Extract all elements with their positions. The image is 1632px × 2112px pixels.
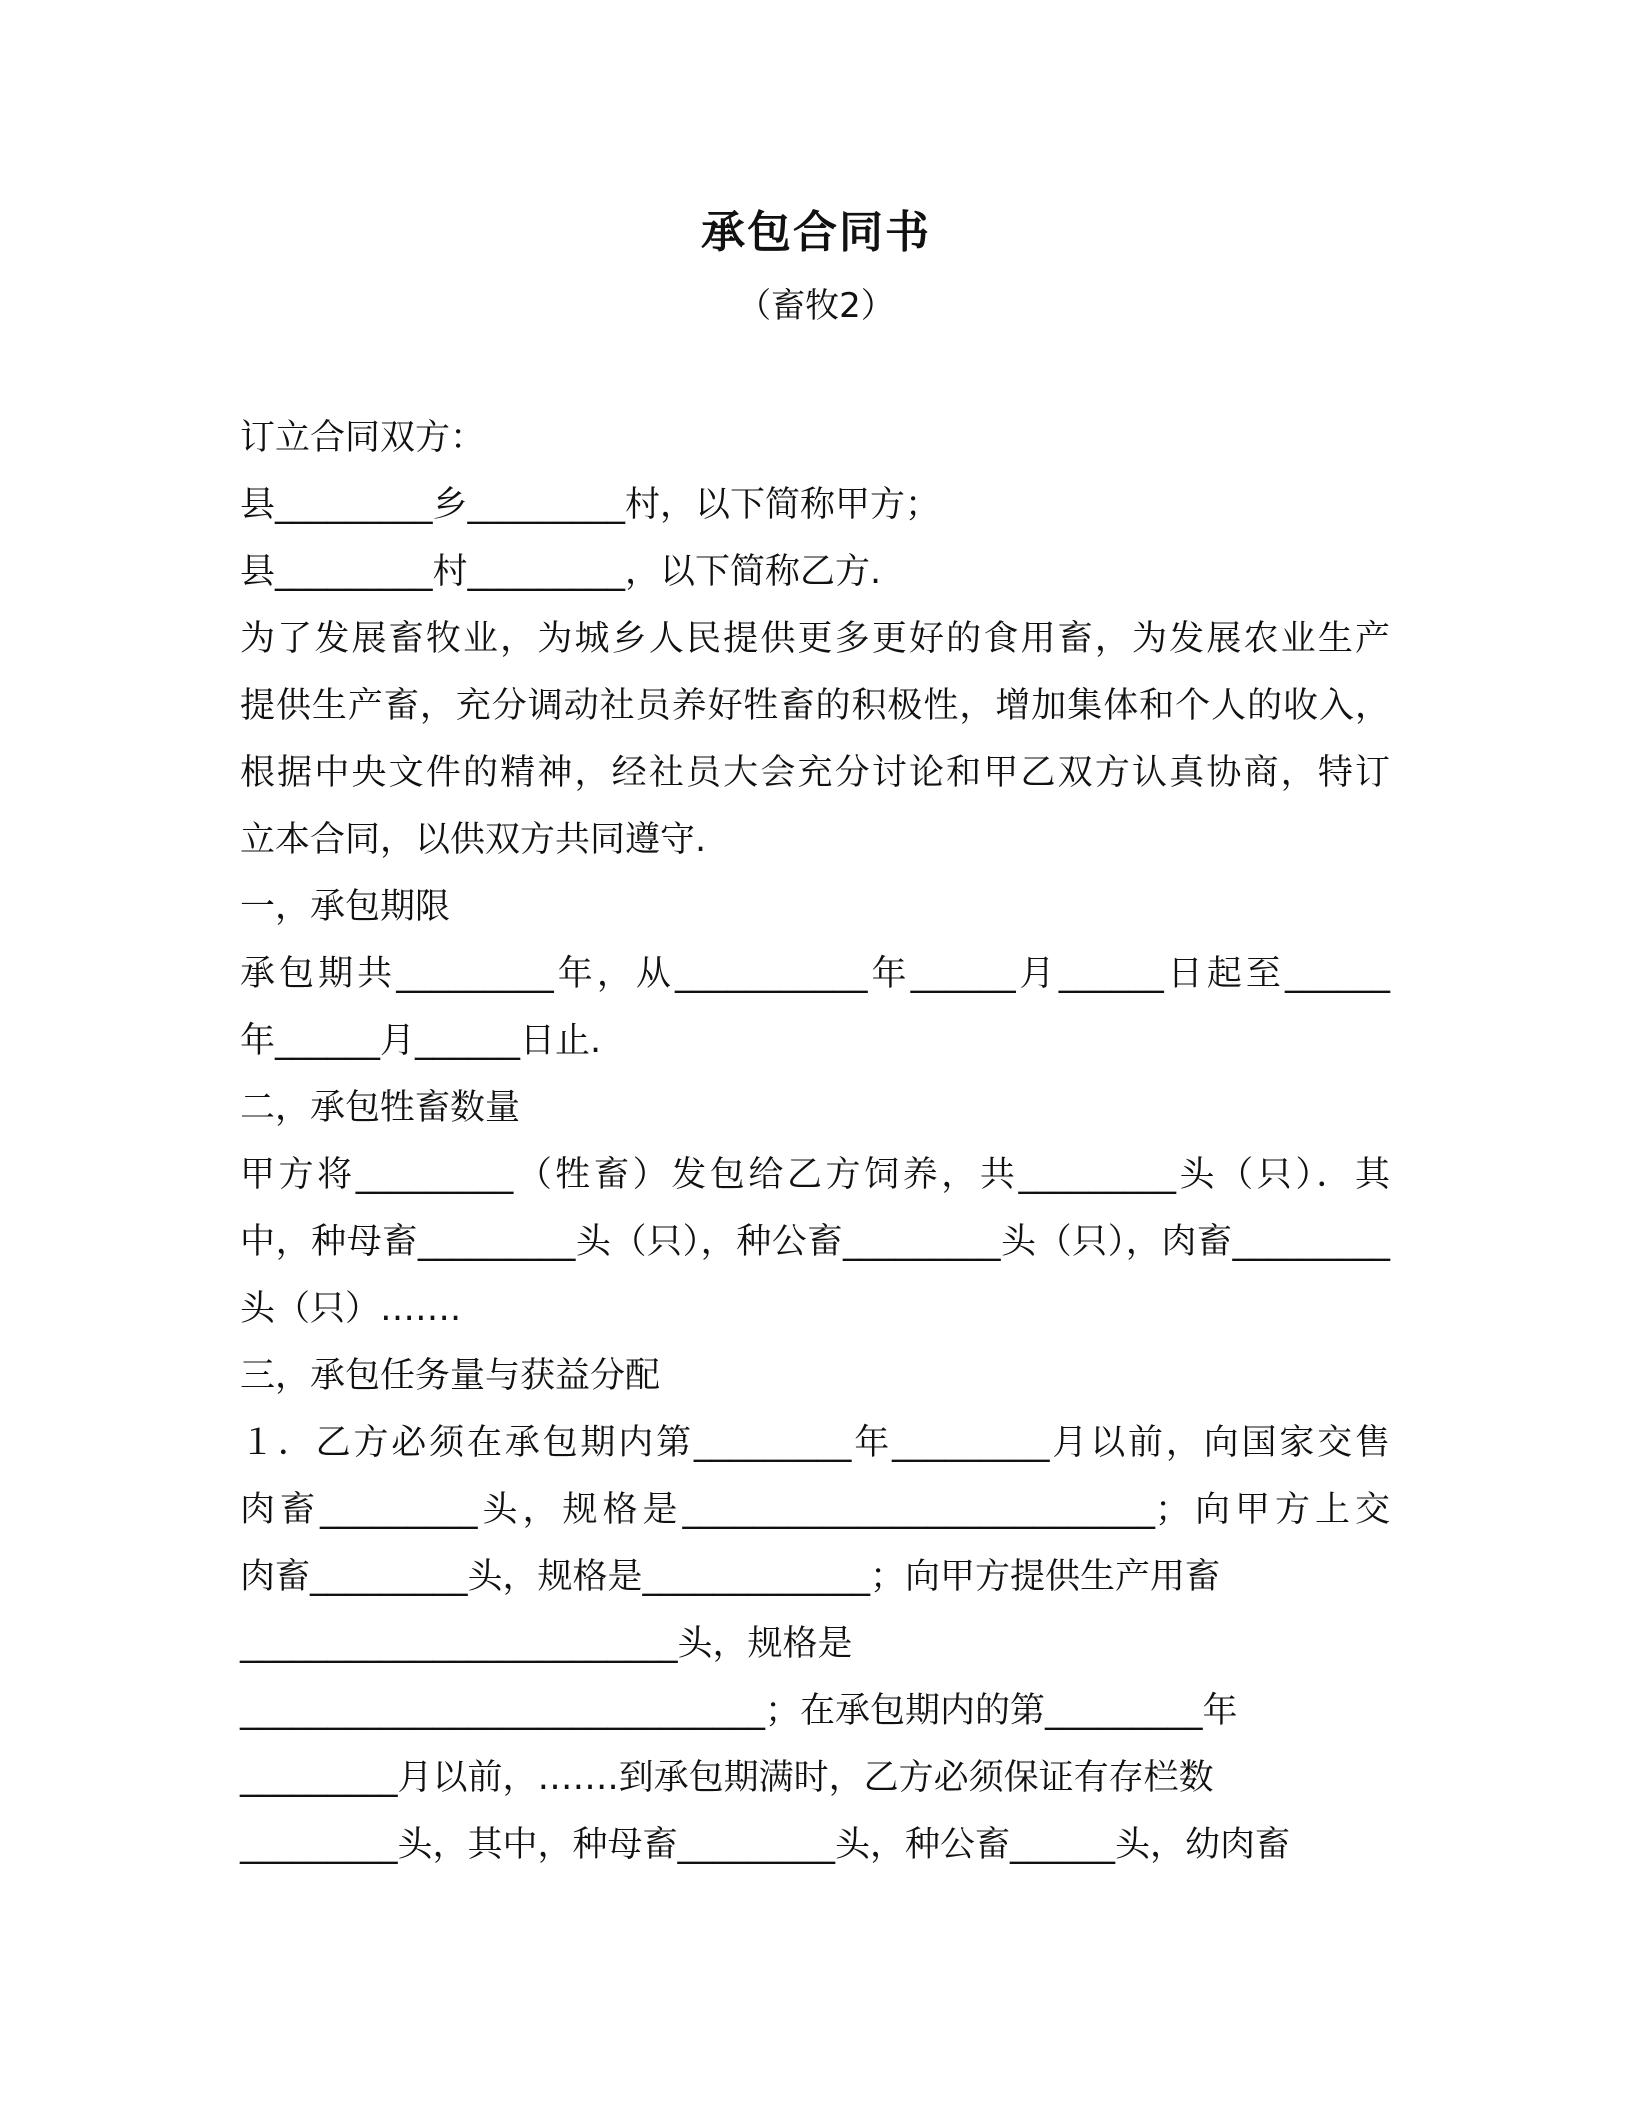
text-line: 肉畜_________头，规格是___________________________；向甲方上交	[240, 1490, 1390, 1530]
text-line: 肉畜_________头，规格是_____________；向甲方提供生产用畜	[240, 1557, 1221, 1597]
text-line: 县_________乡_________村，以下简称甲方；	[240, 485, 941, 525]
document-subtitle: （畜牧2）	[737, 286, 895, 326]
text-line: 年______月______日止.	[240, 1021, 602, 1061]
text-line: １．乙方必须在承包期内第_________年_________月以前，向国家交售	[240, 1423, 1390, 1463]
contract-body	[240, 405, 1390, 1879]
section-heading: 三，承包任务量与获益分配	[240, 1356, 661, 1396]
section-heading: 一，承包期限	[240, 887, 451, 927]
text-line: _________________________头，规格是	[240, 1624, 853, 1664]
text-line: 为了发展畜牧业，为城乡人民提供更多更好的食用畜，为发展农业生产	[240, 619, 1390, 659]
text-line: 甲方将_________（牲畜）发包给乙方饲养，共_________头（只）．其	[240, 1155, 1390, 1195]
text-line: 承包期共_________年，从___________年______月______日起至______	[240, 954, 1390, 994]
text-line: ______________________________；在承包期内的第_________年	[240, 1691, 1238, 1731]
text-line: 中，种母畜_________头（只），种公畜_________头（只），肉畜_________	[240, 1222, 1390, 1262]
text-line: 头（只）…….	[240, 1289, 462, 1329]
text-line: _________月以前，…….到承包期满时，乙方必须保证有存栏数	[240, 1758, 1214, 1798]
text-line: 根据中央文件的精神，经社员大会充分讨论和甲乙双方认真协商，特订	[240, 753, 1390, 793]
text-line: 县_________村_________，以下简称乙方.	[240, 552, 882, 592]
text-line: 订立合同双方：	[240, 418, 486, 458]
text-line: 立本合同，以供双方共同遵守.	[240, 820, 707, 860]
text-line: _________头，其中，种母畜_________头，种公畜______头，幼肉畜	[240, 1825, 1291, 1865]
text-line: 提供生产畜，充分调动社员养好牲畜的积极性，增加集体和个人的收入，	[240, 686, 1390, 726]
document-title: 承包合同书	[701, 207, 931, 258]
section-heading: 二，承包牲畜数量	[240, 1088, 521, 1128]
